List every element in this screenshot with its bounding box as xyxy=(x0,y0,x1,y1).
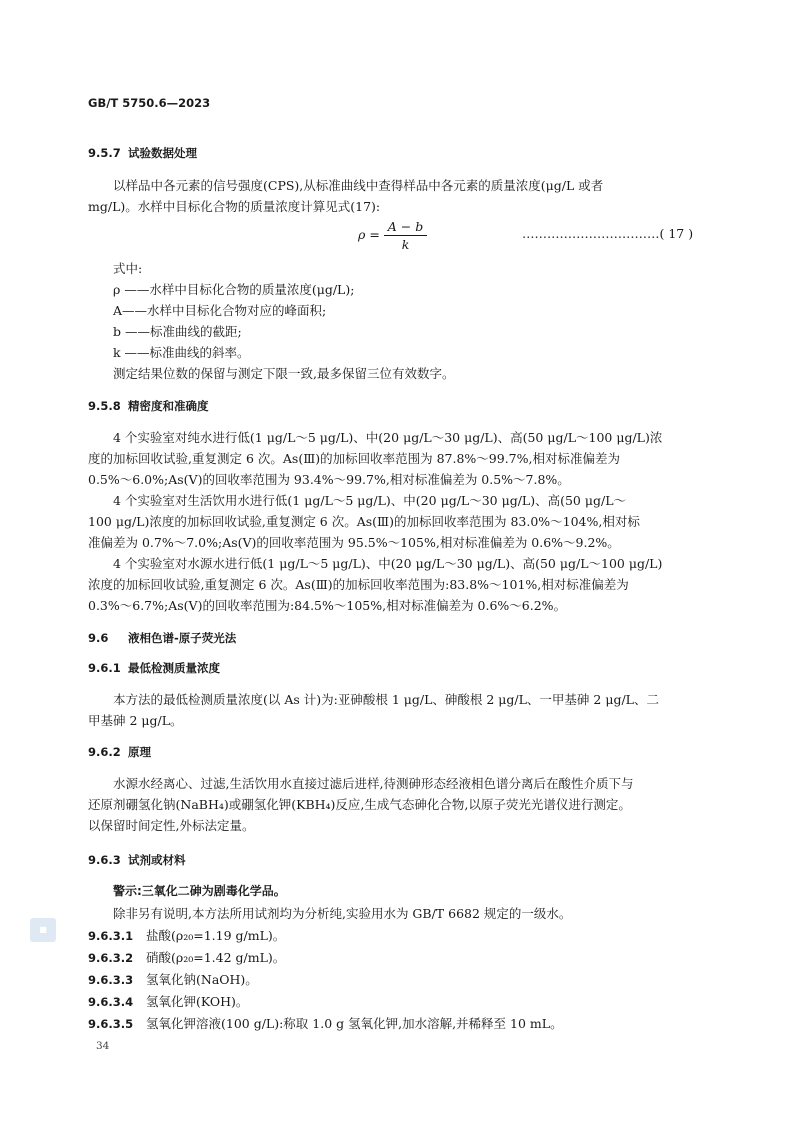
warning-text: 警示:三氧化二砷为剧毒化学品。 xyxy=(113,884,286,898)
section-heading-9-6-2 xyxy=(88,744,151,760)
section-heading-9-5-7 xyxy=(88,145,197,161)
section-number: 9.5.8 xyxy=(88,399,121,413)
formula-denominator: k xyxy=(401,237,410,252)
list-item xyxy=(88,970,258,988)
list-item xyxy=(88,992,248,1010)
section-number: 9.5.7 xyxy=(88,146,121,160)
item-text: 氢氧化钠(NaOH)。 xyxy=(146,972,258,987)
list-item xyxy=(88,926,285,944)
formula-number: ( 17 ) xyxy=(659,226,694,241)
section-heading-9-6 xyxy=(88,630,236,646)
section-number: 9.6 xyxy=(88,631,109,645)
list-item xyxy=(88,948,285,966)
section-title: 最低检测质量浓度 xyxy=(128,661,220,675)
section-number: 9.6.3 xyxy=(88,853,121,867)
item-text: 盐酸(ρ₂₀=1.19 g/mL)。 xyxy=(146,928,286,943)
section-number: 9.6.2 xyxy=(88,745,121,759)
paragraph-line: 除非另有说明,本方法所用试剂均为分析纯,实验用水为 GB/T 6682 规定的一级水。 xyxy=(113,906,572,921)
paragraph-line: 以保留时间定性,外标法定量。 xyxy=(88,818,255,833)
section-title: 原理 xyxy=(128,745,151,759)
paragraph-line: 4 个实验室对生活饮用水进行低(1 μg/L～5 μg/L)、中(20 μg/L～30 μg/L)、高(50 μg/L～ xyxy=(113,493,626,508)
paragraph-line: 准偏差为 0.7%～7.0%;As(Ⅴ)的回收率范围为 95.5%～105%,相对标准偏差为 0.6%～9.2%。 xyxy=(88,535,620,550)
paragraph-line: 浓度的加标回收试验,重复测定 6 次。As(Ⅲ)的加标回收率范围为:83.8%～101%,相对标准偏差为 xyxy=(88,577,629,592)
formula-fraction xyxy=(384,219,427,252)
page-number: 34 xyxy=(96,1040,110,1052)
paragraph-line: 水源水经离心、过滤,生活饮用水直接过滤后进样,待测砷形态经液相色谱分离后在酸性介质下与 xyxy=(113,776,634,791)
section-heading-9-6-1 xyxy=(88,660,220,676)
formula-dots: …………………………… xyxy=(522,226,660,241)
item-number: 9.6.3.4 xyxy=(88,995,134,1009)
definition-b: b ——标准曲线的截距; xyxy=(113,324,242,339)
item-number: 9.6.3.1 xyxy=(88,929,134,943)
section-title: 液相色谱-原子荧光法 xyxy=(128,631,237,645)
paragraph-line: 0.3%～6.7%;As(Ⅴ)的回收率范围为:84.5%～105%,相对标准偏差为 0.6%～6.2%。 xyxy=(88,598,567,613)
formula-17 xyxy=(358,219,427,252)
section-number: 9.6.1 xyxy=(88,661,121,675)
item-text: 氢氧化钾(KOH)。 xyxy=(146,994,249,1009)
paragraph-line: mg/L)。水样中目标化合物的质量浓度计算见式(17): xyxy=(88,199,381,214)
item-text: 硝酸(ρ₂₀=1.42 g/mL)。 xyxy=(146,950,286,965)
paragraph-line: 0.5%～6.0%;As(Ⅴ)的回收率范围为 93.4%～99.7%,相对标准偏差为 0.5%～7.8%。 xyxy=(88,472,570,487)
paragraph-line: 测定结果位数的保留与测定下限一致,最多保留三位有效数字。 xyxy=(113,366,455,381)
list-item xyxy=(88,1014,563,1032)
paragraph-line: 100 μg/L)浓度的加标回收试验,重复测定 6 次。As(Ⅲ)的加标回收率范围为 83.0%～104%,相对标 xyxy=(88,514,640,529)
item-number: 9.6.3.3 xyxy=(88,973,134,987)
item-number: 9.6.3.2 xyxy=(88,951,134,965)
definition-k: k ——标准曲线的斜率。 xyxy=(113,345,250,360)
section-heading-9-5-8 xyxy=(88,398,209,414)
item-number: 9.6.3.5 xyxy=(88,1017,134,1031)
paragraph-line: 度的加标回收试验,重复测定 6 次。As(Ⅲ)的加标回收率范围为 87.8%～99.7%,相对标准偏差为 xyxy=(88,451,620,466)
section-title: 试验数据处理 xyxy=(128,146,197,160)
paragraph-line: 还原剂硼氢化钠(NaBH₄)或硼氢化钾(KBH₄)反应,生成气态砷化合物,以原子荧光光谱仪进行测定。 xyxy=(88,797,631,812)
standard-number: GB/T 5750.6—2023 xyxy=(88,96,211,110)
formula-lhs: ρ = xyxy=(358,227,380,242)
section-heading-9-6-3 xyxy=(88,852,186,868)
definition-rho: ρ ——水样中目标化合物的质量浓度(μg/L); xyxy=(113,282,355,297)
where-label: 式中: xyxy=(113,261,143,276)
section-title: 精密度和准确度 xyxy=(128,399,209,413)
formula-numerator: A − b xyxy=(384,219,427,236)
paragraph-line: 4 个实验室对纯水进行低(1 μg/L～5 μg/L)、中(20 μg/L～30 μg/L)、高(50 μg/L～100 μg/L)浓 xyxy=(113,430,663,445)
paragraph-line: 4 个实验室对水源水进行低(1 μg/L～5 μg/L)、中(20 μg/L～30 μg/L)、高(50 μg/L～100 μg/L) xyxy=(113,556,663,571)
paragraph-line: 甲基砷 2 μg/L。 xyxy=(88,713,183,728)
formula-tag xyxy=(522,226,693,241)
paragraph-line: 以样品中各元素的信号强度(CPS),从标准曲线中查得样品中各元素的质量浓度(μg/L 或者 xyxy=(113,178,604,193)
section-title: 试剂或材料 xyxy=(128,853,186,867)
definition-a: A——水样中目标化合物对应的峰面积; xyxy=(113,303,327,318)
item-text: 氢氧化钾溶液(100 g/L):称取 1.0 g 氢氧化钾,加水溶解,并稀释至 10 mL。 xyxy=(146,1016,563,1031)
watermark-logo-icon: ■ xyxy=(30,918,56,942)
paragraph-line: 本方法的最低检测质量浓度(以 As 计)为:亚砷酸根 1 μg/L、砷酸根 2 μg/L、一甲基砷 2 μg/L、二 xyxy=(113,692,659,707)
